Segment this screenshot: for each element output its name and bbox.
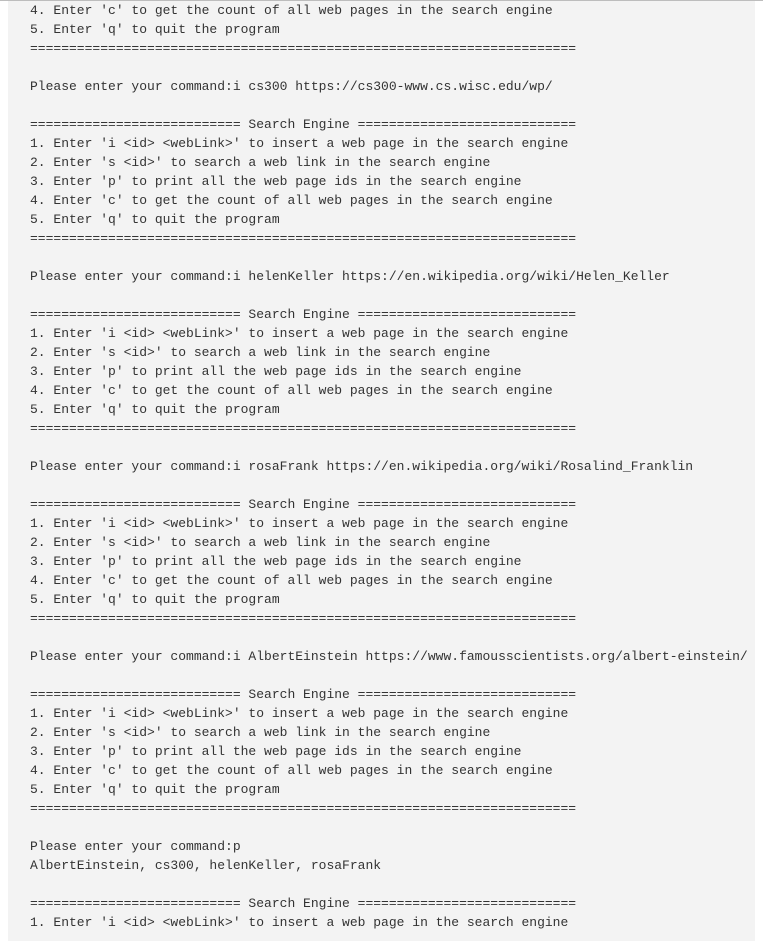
separator-line: ====================================================================== xyxy=(30,801,577,816)
blank-line xyxy=(30,96,748,115)
menu-option-line: 5. Enter 'q' to quit the program xyxy=(30,592,280,607)
blank-line xyxy=(30,248,748,267)
command-prompt-line: Please enter your command:i AlbertEinstein https://www.famousscientists.org/albert-einstein/ xyxy=(30,649,748,664)
blank-line xyxy=(30,476,748,495)
blank-line xyxy=(30,875,748,894)
menu-option-line: 2. Enter 's <id>' to search a web link in the search engine xyxy=(30,725,491,740)
menu-option-line: 1. Enter 'i <id> <webLink>' to insert a web page in the search engine xyxy=(30,136,569,151)
menu-option-line: 3. Enter 'p' to print all the web page ids in the search engine xyxy=(30,744,522,759)
menu-option-line: 1. Enter 'i <id> <webLink>' to insert a web page in the search engine xyxy=(30,915,569,930)
menu-option-line: 4. Enter 'c' to get the count of all web pages in the search engine xyxy=(30,383,553,398)
menu-option-line: 2. Enter 's <id>' to search a web link in the search engine xyxy=(30,155,491,170)
blank-line xyxy=(30,438,748,457)
blank-line xyxy=(30,666,748,685)
menu-option-line: 3. Enter 'p' to print all the web page ids in the search engine xyxy=(30,364,522,379)
separator-line: ====================================================================== xyxy=(30,421,577,436)
separator-line: ====================================================================== xyxy=(30,611,577,626)
menu-header-line: =========================== Search Engine ============================ xyxy=(30,896,577,911)
output-line: AlbertEinstein, cs300, helenKeller, rosaFrank xyxy=(30,858,382,873)
menu-option-line: 2. Enter 's <id>' to search a web link in the search engine xyxy=(30,345,491,360)
separator-line: ====================================================================== xyxy=(30,231,577,246)
menu-option-line: 2. Enter 's <id>' to search a web link in the search engine xyxy=(30,535,491,550)
menu-option-line: 5. Enter 'q' to quit the program xyxy=(30,782,280,797)
blank-line xyxy=(30,628,748,647)
command-prompt-line: Please enter your command:i helenKeller https://en.wikipedia.org/wiki/Helen_Keller xyxy=(30,269,670,284)
menu-option-line: 1. Enter 'i <id> <webLink>' to insert a web page in the search engine xyxy=(30,706,569,721)
command-prompt-line: Please enter your command:p xyxy=(30,839,241,854)
menu-option-line: 3. Enter 'p' to print all the web page ids in the search engine xyxy=(30,174,522,189)
separator-line: ====================================================================== xyxy=(30,41,577,56)
menu-option-line: 5. Enter 'q' to quit the program xyxy=(30,402,280,417)
blank-line xyxy=(30,818,748,837)
menu-option-line: 1. Enter 'i <id> <webLink>' to insert a web page in the search engine xyxy=(30,516,569,531)
menu-option-line: 5. Enter 'q' to quit the program xyxy=(30,212,280,227)
blank-line xyxy=(30,58,748,77)
blank-line xyxy=(30,286,748,305)
menu-header-line: =========================== Search Engine ============================ xyxy=(30,687,577,702)
menu-option-line: 4. Enter 'c' to get the count of all web pages in the search engine xyxy=(30,193,553,208)
menu-option-line: 3. Enter 'p' to print all the web page ids in the search engine xyxy=(30,554,522,569)
menu-header-line: =========================== Search Engine ============================ xyxy=(30,307,577,322)
menu-option-line: 1. Enter 'i <id> <webLink>' to insert a web page in the search engine xyxy=(30,326,569,341)
command-prompt-line: Please enter your command:i rosaFrank https://en.wikipedia.org/wiki/Rosalind_Franklin xyxy=(30,459,694,474)
menu-option-line: 4. Enter 'c' to get the count of all web pages in the search engine xyxy=(30,3,553,18)
console-output xyxy=(8,1,755,941)
menu-option-line: 5. Enter 'q' to quit the program xyxy=(30,22,280,37)
command-prompt-line: Please enter your command:i cs300 https://cs300-www.cs.wisc.edu/wp/ xyxy=(30,79,553,94)
menu-header-line: =========================== Search Engine ============================ xyxy=(30,497,577,512)
menu-header-line: =========================== Search Engine ============================ xyxy=(30,117,577,132)
console-lines xyxy=(30,1,748,932)
menu-option-line: 4. Enter 'c' to get the count of all web pages in the search engine xyxy=(30,763,553,778)
menu-option-line: 4. Enter 'c' to get the count of all web pages in the search engine xyxy=(30,573,553,588)
